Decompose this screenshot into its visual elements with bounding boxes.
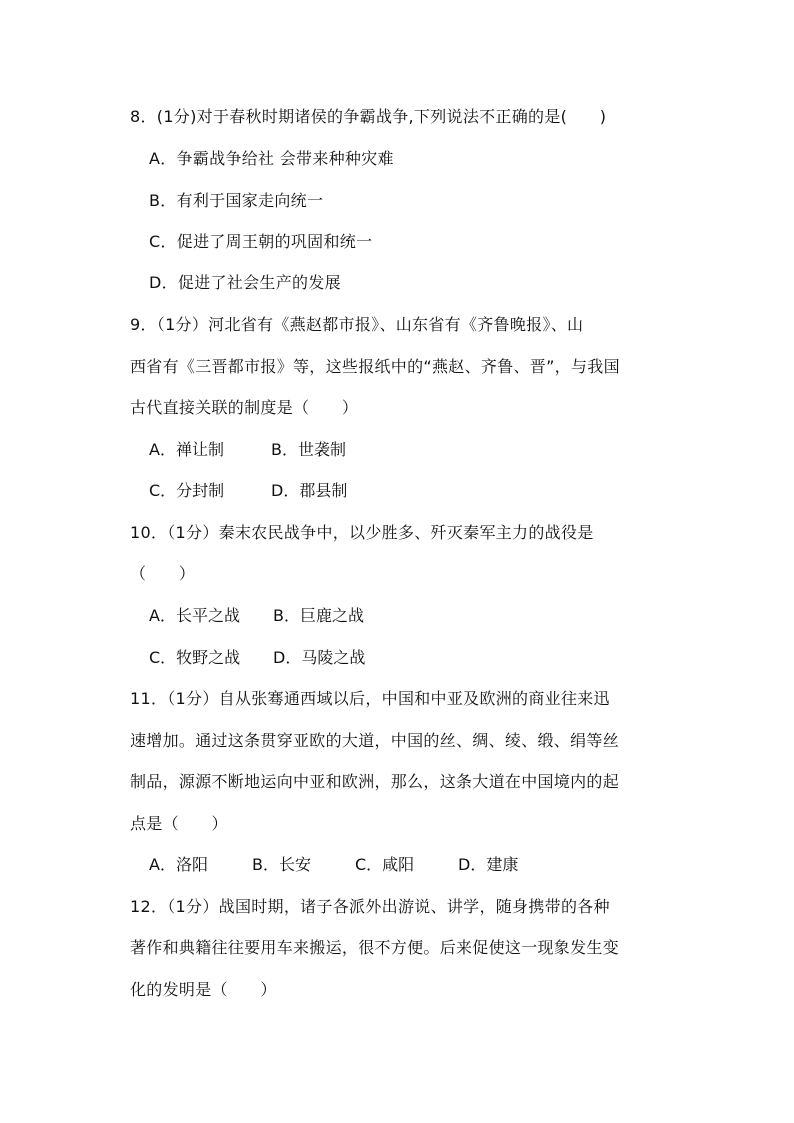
question-8-stem: 8．(1分)对于春秋时期诸侯的争霸战争,下列说法不正确的是( ) [130, 107, 607, 126]
question-12-stem-line-2: 著作和典籍往往要用车来搬运，很不方便。后来促使这一现象发生变 [130, 938, 620, 957]
question-9-option-c: C．分封制 [149, 481, 225, 500]
question-9-options-row-2 [149, 481, 347, 501]
question-10-option-a: A．长平之战 [149, 606, 240, 625]
question-11-stem-line-2: 速增加。通过这条贯穿亚欧的大道，中国的丝、绸、绫、缎、绢等丝 [130, 731, 620, 750]
question-10-options-row-1 [149, 606, 364, 626]
question-11-stem-line-3: 制品，源源不断地运向中亚和欧洲，那么，这条大道在中国境内的起 [130, 772, 620, 791]
question-9-option-d: D．郡县制 [271, 481, 348, 500]
question-11-option-c: C．咸阳 [355, 855, 415, 874]
question-9-stem-line-2: 西省有《三晋都市报》等，这些报纸中的“燕赵、齐鲁、晋”，与我国 [130, 357, 620, 376]
question-11-options-row [149, 855, 518, 875]
question-8-option-c: C．促进了周王朝的巩固和统一 [149, 232, 373, 251]
question-8-option-d: D．促进了社会生产的发展 [149, 273, 341, 292]
question-9-stem-line-3: 古代直接关联的制度是（ ） [130, 398, 359, 417]
question-11-stem-line-4: 点是（ ） [130, 814, 228, 833]
question-9-options-row-1 [149, 440, 346, 460]
question-11-option-a: A．洛阳 [149, 855, 208, 874]
question-8-option-a: A．争霸战争给社 会带来种种灾难 [149, 149, 394, 168]
question-9-option-b: B．世袭制 [271, 440, 346, 459]
question-11-stem-line-1: 11．（1分）自从张骞通西域以后，中国和中亚及欧洲的商业往来迅 [130, 689, 610, 708]
question-10-stem-line-2: （ ） [130, 564, 196, 583]
question-10-option-b: B．巨鹿之战 [273, 606, 364, 625]
question-11-option-b: B．长安 [252, 855, 311, 874]
question-11-option-d: D．建康 [458, 855, 519, 874]
question-9-option-a: A．禅让制 [149, 440, 224, 459]
question-10-option-d: D．马陵之战 [273, 648, 366, 667]
question-10-options-row-2 [149, 648, 365, 668]
question-10-option-c: C．牧野之战 [149, 648, 241, 667]
question-12-stem-line-3: 化的发明是（ ） [130, 980, 277, 999]
question-12-stem-line-1: 12．（1分）战国时期，诸子各派外出游说、讲学，随身携带的各种 [130, 897, 610, 916]
question-9-stem-line-1: 9．（1分）河北省有《燕赵都市报》、山东省有《齐鲁晚报》、山 [130, 315, 584, 334]
question-8-option-b: B．有利于国家走向统一 [149, 191, 324, 210]
question-10-stem-line-1: 10．（1分）秦末农民战争中，以少胜多、歼灭秦军主力的战役是 [130, 523, 594, 542]
